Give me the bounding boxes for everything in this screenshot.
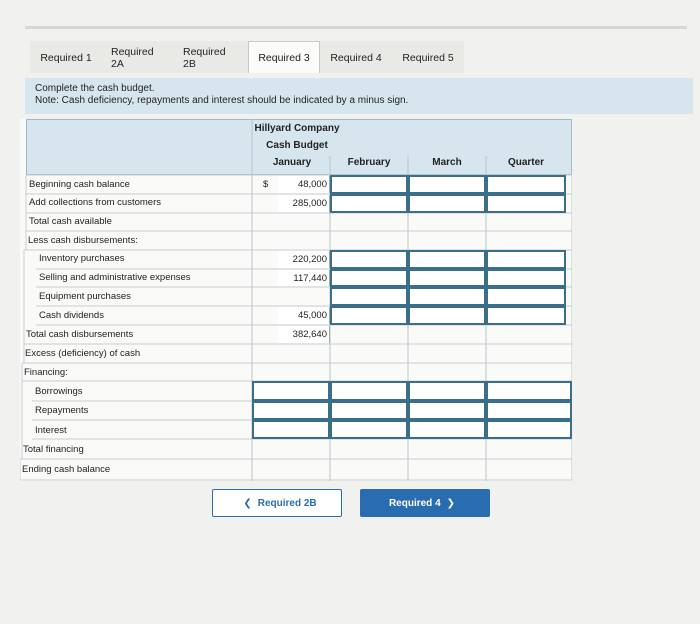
feb-interest-input[interactable] — [330, 420, 408, 439]
mar-equipment-input[interactable] — [408, 287, 486, 306]
row-label-less-disbursements: Less cash disbursements: — [28, 235, 138, 246]
tab-required-2a[interactable]: Required 2A — [102, 41, 174, 73]
feb-collections-input[interactable] — [330, 194, 408, 213]
chevron-right-icon: ❯ — [446, 497, 456, 509]
cash-budget-sheet — [20, 119, 572, 481]
tab-required-3[interactable]: Required 3 — [248, 41, 320, 73]
feb-dividends-input[interactable] — [330, 306, 408, 325]
tab-required-5[interactable]: Required 5 — [392, 41, 464, 73]
mar-collections-input[interactable] — [408, 194, 486, 213]
instruction-line-2: Note: Cash deficiency, repayments and interest should be indicated by a minus sign. — [35, 95, 409, 106]
jan-total-disbursements-value: 382,640 — [278, 326, 330, 343]
qtr-interest-input[interactable] — [486, 420, 572, 439]
row-label-repayments: Repayments — [35, 405, 89, 416]
row-label-total-cash-available: Total cash available — [29, 216, 112, 227]
row-label-cash-dividends: Cash dividends — [39, 310, 104, 321]
mar-selling-admin-input[interactable] — [408, 269, 486, 287]
jan-repayments-input[interactable] — [252, 401, 330, 420]
tab-bar — [30, 41, 464, 73]
qtr-beginning-cash-input[interactable] — [486, 175, 566, 194]
qtr-equipment-input[interactable] — [486, 287, 566, 306]
qtr-repayments-input[interactable] — [486, 401, 572, 420]
row-label-beginning-cash: Beginning cash balance — [29, 179, 130, 190]
row-label-ending-cash: Ending cash balance — [22, 464, 111, 475]
qtr-dividends-input[interactable] — [486, 306, 566, 325]
feb-repayments-input[interactable] — [330, 401, 408, 420]
tab-required-1[interactable]: Required 1 — [30, 41, 102, 73]
mar-dividends-input[interactable] — [408, 306, 486, 325]
feb-equipment-input[interactable] — [330, 287, 408, 306]
row-label-borrowings: Borrowings — [35, 386, 83, 397]
qtr-collections-input[interactable] — [486, 194, 566, 213]
mar-interest-input[interactable] — [408, 420, 486, 439]
jan-selling-admin-value: 117,440 — [278, 270, 330, 286]
jan-interest-input[interactable] — [252, 420, 330, 439]
row-label-inventory-purchases: Inventory purchases — [39, 253, 125, 264]
jan-beginning-cash-value: 48,000 — [278, 176, 330, 193]
row-label-equipment-purchases: Equipment purchases — [39, 291, 131, 302]
row-label-selling-admin: Selling and administrative expenses — [39, 272, 191, 283]
row-label-total-financing: Total financing — [23, 444, 84, 455]
mar-repayments-input[interactable] — [408, 401, 486, 420]
jan-dividends-value: 45,000 — [278, 307, 330, 324]
row-label-financing: Financing: — [24, 367, 68, 378]
row-label-interest: Interest — [35, 425, 67, 436]
qtr-borrowings-input[interactable] — [486, 381, 572, 401]
instruction-line-1: Complete the cash budget. — [35, 83, 155, 94]
col-head-february: February — [347, 157, 391, 168]
feb-beginning-cash-input[interactable] — [330, 175, 408, 194]
col-head-quarter: Quarter — [507, 157, 545, 168]
currency-symbol: $ — [263, 179, 269, 190]
company-name: Hillyard Company — [254, 123, 340, 134]
jan-collections-value: 285,000 — [278, 195, 330, 212]
mar-beginning-cash-input[interactable] — [408, 175, 486, 194]
chevron-left-icon: ❮ — [243, 497, 252, 509]
col-head-march: March — [432, 157, 462, 168]
instructions-panel — [25, 78, 693, 114]
next-required-button[interactable] — [360, 489, 490, 517]
feb-selling-admin-input[interactable] — [330, 269, 408, 287]
col-head-january: January — [272, 157, 312, 168]
budget-title: Cash Budget — [266, 140, 328, 151]
next-button-label: Required 4 — [388, 497, 441, 509]
prev-button-label: Required 2B — [257, 497, 317, 509]
row-label-excess-deficiency: Excess (deficiency) of cash — [25, 348, 141, 359]
tab-required-2b[interactable]: Required 2B — [174, 41, 248, 73]
row-label-total-disbursements: Total cash disbursements — [26, 329, 134, 340]
feb-borrowings-input[interactable] — [330, 381, 408, 401]
row-label-collections: Add collections from customers — [29, 197, 161, 208]
prev-required-button[interactable] — [212, 489, 342, 517]
feb-inventory-input[interactable] — [330, 250, 408, 269]
tab-required-4[interactable]: Required 4 — [320, 41, 392, 73]
mar-borrowings-input[interactable] — [408, 381, 486, 401]
mar-inventory-input[interactable] — [408, 250, 486, 269]
qtr-selling-admin-input[interactable] — [486, 269, 566, 287]
qtr-inventory-input[interactable] — [486, 250, 566, 269]
jan-borrowings-input[interactable] — [252, 381, 330, 401]
top-divider — [25, 26, 687, 29]
jan-inventory-value: 220,200 — [278, 251, 330, 268]
